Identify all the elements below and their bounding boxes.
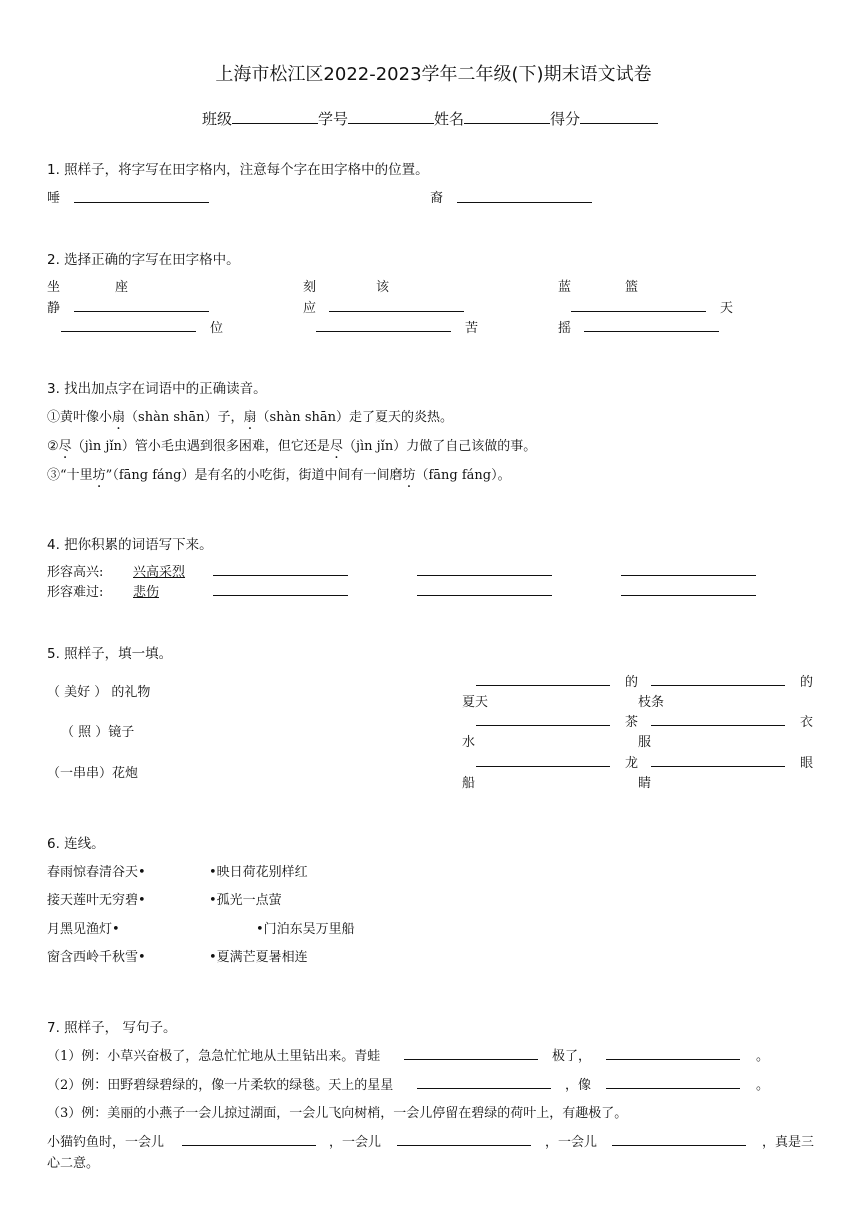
q4-row2-blank-2[interactable] xyxy=(417,595,552,596)
dotted-char: 坊 xyxy=(402,468,416,483)
q6-heading: 6. 连线。 xyxy=(47,836,105,852)
q3-heading: 3. 找出加点字在词语中的正确读音。 xyxy=(47,381,267,397)
q7-s1-blank-2[interactable] xyxy=(606,1059,740,1060)
q5-r2-blank-2[interactable] xyxy=(651,725,785,726)
q2-g2-b: 该 xyxy=(376,280,390,295)
q2-g2-a: 刻 xyxy=(303,280,317,295)
q2-g3-c: 天 xyxy=(720,301,734,316)
q5-r2-c: 水 xyxy=(462,735,476,750)
q7-s4-blank-2[interactable] xyxy=(397,1145,531,1146)
q5-r3-blank-1[interactable] xyxy=(476,766,610,767)
q5-r1-a: 的 xyxy=(625,675,639,690)
score-blank[interactable] xyxy=(580,109,658,124)
q7-s4-d: ，真是三 xyxy=(762,1135,815,1150)
q7-s4-e: 心二意。 xyxy=(47,1156,100,1171)
q7-s2-blank-1[interactable] xyxy=(417,1088,551,1089)
id-label: 学号 xyxy=(318,110,349,128)
q7-s1-end: 。 xyxy=(756,1049,770,1064)
q7-s2-mid: ，像 xyxy=(565,1078,592,1093)
q1-char-2: 裔 xyxy=(430,191,444,206)
q5-r1-c: 夏天 xyxy=(462,695,489,710)
q1-char-1: 唾 xyxy=(47,191,61,206)
q5-r2-a: 茶 xyxy=(625,715,639,730)
q5-r1-b: 的 xyxy=(800,675,814,690)
q4-row1-example: 兴高采烈 xyxy=(133,565,186,580)
q7-heading: 7. 照样子， 写句子。 xyxy=(47,1020,177,1036)
q2-g1-blank-1[interactable] xyxy=(74,311,209,312)
q2-g2-blank-2[interactable] xyxy=(316,331,451,332)
q5-r1-blank-1[interactable] xyxy=(476,685,610,686)
q2-g2-d: 苦 xyxy=(465,321,479,336)
name-label: 姓名 xyxy=(434,110,465,128)
q7-s4-c: ，一会儿 xyxy=(545,1135,598,1150)
q5-r3-d: 睛 xyxy=(638,776,652,791)
name-blank[interactable] xyxy=(464,109,550,124)
q5-r3-c: 船 xyxy=(462,776,476,791)
q4-row1-label: 形容高兴: xyxy=(47,565,104,580)
q4-heading: 4. 把你积累的词语写下来。 xyxy=(47,537,213,553)
q2-g3-blank-2[interactable] xyxy=(584,331,719,332)
score-label: 得分 xyxy=(550,110,581,128)
info-row xyxy=(202,108,658,129)
q7-s2-end: 。 xyxy=(756,1078,770,1093)
q2-g1-b: 座 xyxy=(115,280,129,295)
dotted-char: 坊 xyxy=(92,468,106,483)
q2-g3-b: 篮 xyxy=(625,280,639,295)
q4-row1-blank-2[interactable] xyxy=(417,575,552,576)
q4-row1-blank-1[interactable] xyxy=(213,575,348,576)
class-label: 班级 xyxy=(202,110,233,128)
q3-line-2: ②尽（jìn jǐn）管小毛虫遇到很多困难，但它还是尽（jìn jǐn）力做了自己该做的事。 xyxy=(47,435,536,454)
q7-s1-text: （1）例：小草兴奋极了，急急忙忙地从土里钻出来。青蛙 xyxy=(47,1049,381,1064)
q5-r3-blank-2[interactable] xyxy=(651,766,785,767)
q6-right-item[interactable]: •映日荷花别样红 xyxy=(209,865,308,880)
q7-s4-blank-1[interactable] xyxy=(182,1145,316,1146)
q5-r3-a: 龙 xyxy=(625,756,639,771)
q2-g3-blank-1[interactable] xyxy=(571,311,706,312)
q5-example-1: （ 美好 ） 的礼物 xyxy=(47,685,151,700)
q2-g1-c: 静 xyxy=(47,301,61,316)
q5-r2-d: 服 xyxy=(638,735,652,750)
q4-row2-example: 悲伤 xyxy=(133,585,160,600)
q7-s4-b: ，一会儿 xyxy=(329,1135,382,1150)
q6-left-item[interactable]: 接天莲叶无穷碧• xyxy=(47,893,146,908)
q5-example-3: （一串串）花炮 xyxy=(47,766,139,781)
q2-g1-blank-2[interactable] xyxy=(61,331,196,332)
q2-g2-c: 应 xyxy=(303,301,317,316)
q2-g1-a: 坐 xyxy=(47,280,61,295)
q2-g3-d: 摇 xyxy=(558,321,572,336)
q7-s4-blank-3[interactable] xyxy=(612,1145,746,1146)
id-blank[interactable] xyxy=(348,109,434,124)
q6-left-item[interactable]: 月黑见渔灯• xyxy=(47,922,120,937)
q6-left-item[interactable]: 窗含西岭千秋雪• xyxy=(47,950,146,965)
q5-r2-b: 衣 xyxy=(800,715,814,730)
q3-line-1: ①黄叶像小扇（shàn shān）子，扇（shàn shān）走了夏天的炎热。 xyxy=(47,406,453,425)
dotted-char: 扇 xyxy=(112,410,126,425)
q5-r1-blank-2[interactable] xyxy=(651,685,785,686)
q4-row2-label: 形容难过: xyxy=(47,585,104,600)
q5-example-2: （ 照 ）镜子 xyxy=(61,725,135,740)
q1-blank-2[interactable] xyxy=(457,202,592,203)
q6-right-item[interactable]: •夏满芒夏暑相连 xyxy=(209,950,308,965)
q3-line-3: ③“十里坊”（fāng fáng）是有名的小吃街，街道中间有一间磨坊（fāng fáng）。 xyxy=(47,464,511,483)
dotted-char: 尽 xyxy=(329,439,343,454)
q6-right-item[interactable]: •孤光一点萤 xyxy=(209,893,282,908)
q2-g2-blank-1[interactable] xyxy=(329,311,464,312)
q7-s2-text: （2）例：田野碧绿碧绿的，像一片柔软的绿毯。天上的星星 xyxy=(47,1078,394,1093)
q7-s1-blank-1[interactable] xyxy=(404,1059,538,1060)
q6-left-item[interactable]: 春雨惊春清谷天• xyxy=(47,865,146,880)
q4-row2-blank-1[interactable] xyxy=(213,595,348,596)
q5-heading: 5. 照样子，填一填。 xyxy=(47,646,173,662)
q4-row2-blank-3[interactable] xyxy=(621,595,756,596)
q1-heading: 1. 照样子，将字写在田字格内，注意每个字在田字格中的位置。 xyxy=(47,162,429,178)
page-title: 上海市松江区2022-2023学年二年级(下)期末语文试卷 xyxy=(215,64,652,85)
dotted-char: 尽 xyxy=(58,439,72,454)
q7-s4-a: 小猫钓鱼时，一会儿 xyxy=(47,1135,165,1150)
dotted-char: 扇 xyxy=(243,410,257,425)
q7-s3-text: （3）例：美丽的小燕子一会儿掠过湖面，一会儿飞向树梢，一会儿停留在碧绿的荷叶上，有趣极了。 xyxy=(47,1106,628,1121)
q2-heading: 2. 选择正确的字写在田字格中。 xyxy=(47,252,240,268)
q2-g1-d: 位 xyxy=(210,321,224,336)
q6-right-item[interactable]: •门泊东吴万里船 xyxy=(256,922,355,937)
q5-r1-d: 枝条 xyxy=(638,695,665,710)
q5-r3-b: 眼 xyxy=(800,756,814,771)
q1-blank-1[interactable] xyxy=(74,202,209,203)
q7-s2-blank-2[interactable] xyxy=(606,1088,740,1089)
q5-r2-blank-1[interactable] xyxy=(476,725,610,726)
class-blank[interactable] xyxy=(232,109,318,124)
q2-g3-a: 蓝 xyxy=(558,280,572,295)
q7-s1-mid: 极了， xyxy=(552,1049,592,1064)
q4-row1-blank-3[interactable] xyxy=(621,575,756,576)
